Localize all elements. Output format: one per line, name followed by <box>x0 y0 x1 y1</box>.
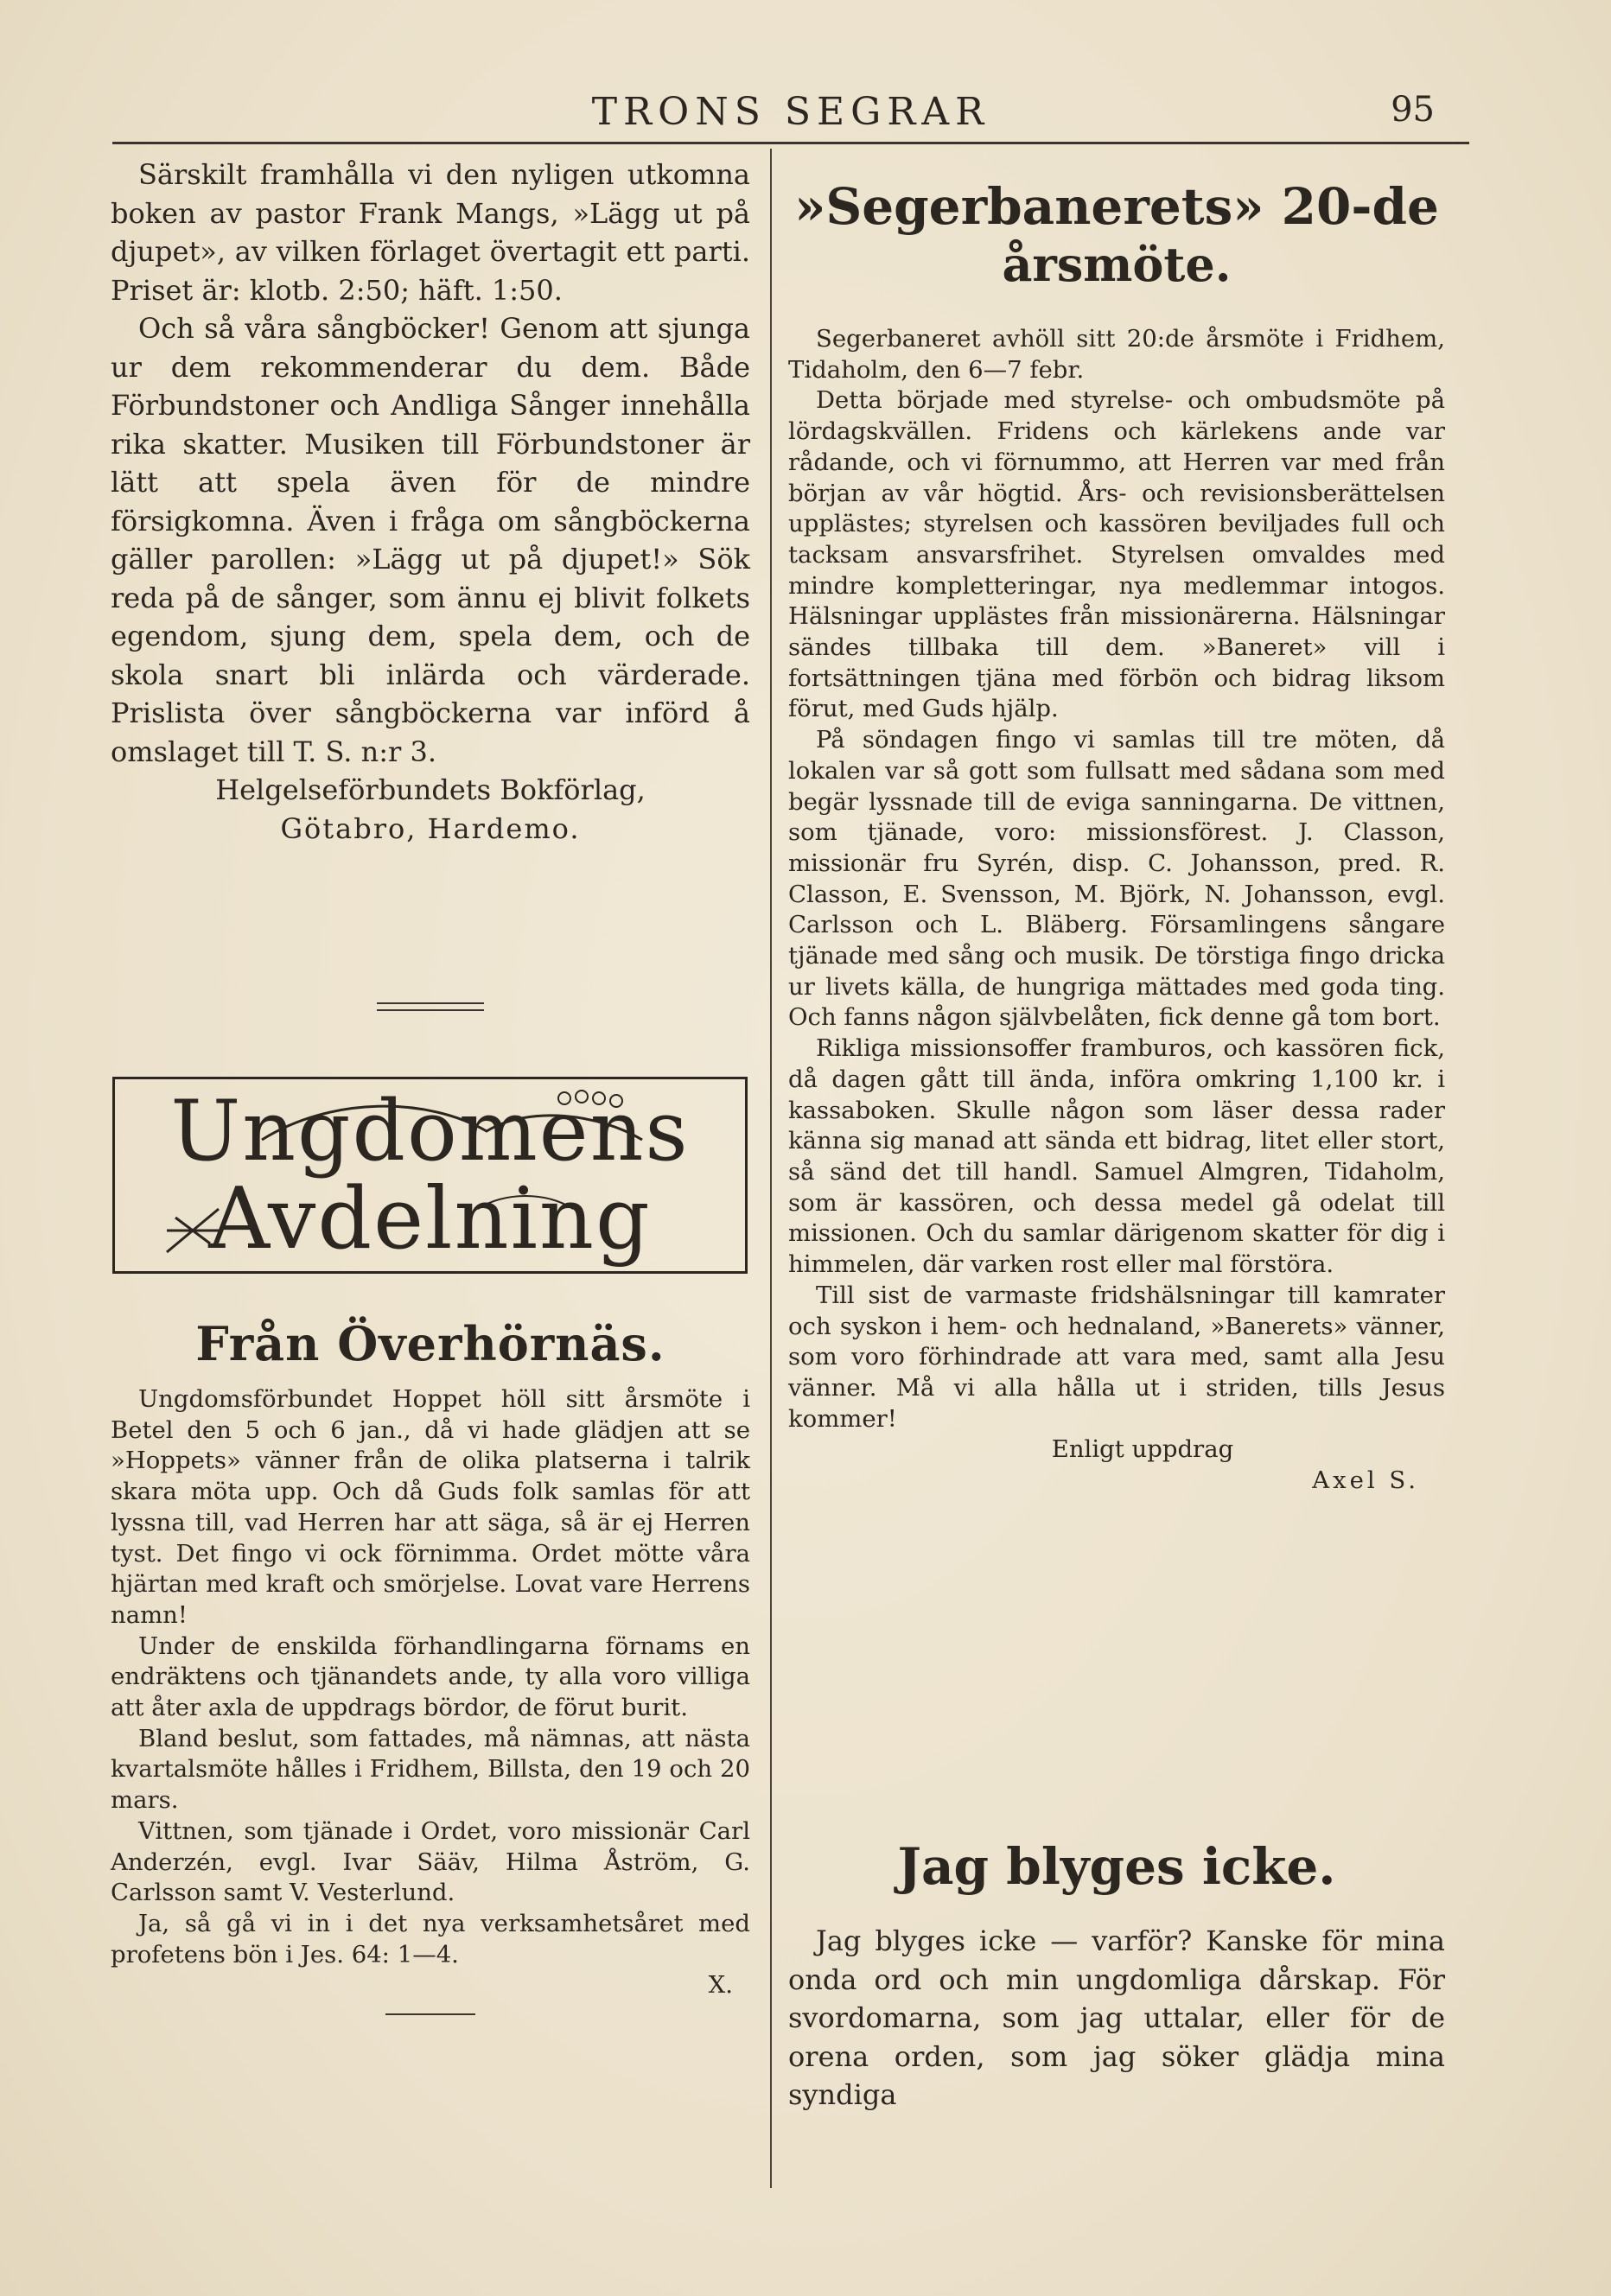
single-rule <box>385 2013 475 2015</box>
article-title-line1: »Segerbanerets» 20-de <box>794 177 1439 236</box>
signature-commission: Enligt uppdrag <box>1051 1435 1234 1464</box>
running-title: TRONS SEGRAR <box>591 90 990 134</box>
article-paragraph: Jag blyges icke — varför? Kanske för mina onda ord och min ungdomliga dårskap. För svordomarna, som jag uttalar, eller för de orena orden, som jag söker glädja mina syndiga <box>788 1924 1445 2111</box>
article-title-line2: årsmöte. <box>1002 237 1232 292</box>
article-paragraph: Ja, så gå vi in i det nya verksamhetsåret med profetens bön i Jes. 64: 1—4. <box>111 1909 750 1968</box>
article-paragraph: Bland beslut, som fattades, må nämnas, att nästa kvartalsmöte hålles i Fridhem, Billsta, den 19 och 20 mars. <box>111 1724 750 1815</box>
banner-title-line2: Avdelning <box>208 1170 652 1269</box>
article-paragraph: Till sist de varmaste fridshälsningar till kamrater och syskon i hem- och hednaland, »Banerets» vänner, som voro förhindrade att vara med, samt alla Jesu vänner. Må vi alla hålla ut i striden, tills Jesus kommer! <box>788 1281 1445 1433</box>
page-number: 95 <box>1391 90 1435 130</box>
notice-signature-place: Götabro, Hardemo. <box>280 811 581 845</box>
double-rule <box>377 1002 484 1011</box>
article-title: Jag blyges icke. <box>897 1837 1336 1896</box>
article-paragraph: På söndagen fingo vi samlas till tre möten, då lokalen var så gott som fullsatt med sådana som med begär lyssnade till de eviga sanningarna. De vittnen, som tjänade, voro: missionsförest. J. Classon, missionär fru Syrén, disp. C. Johansson, pred. R. Classon, E. Svensson, M. Björk, N. Johansson, evgl. Carlsson och L. Bläberg. Församlingens sångare tjänade med sång och musik. De törstiga fingo dricka ur livets källa, de hungriga mättades med goda ting. Och fanns någon självbelåten, fick denne gå tom bort. <box>788 726 1445 1032</box>
article-paragraph: Detta började med styrelse- och ombudsmöte på lördagskvällen. Fridens och kärlekens ande var rådande, och vi förnummo, att Herren var med från början av vår högtid. Års- och revisionsberättelsen upplästes; styrelsen och kassören beviljades full och tacksam ansvarsfrihet. Styrelsen omvaldes med mindre kompletteringar, nya medlemmar intogos. Hälsningar upplästes från missionärerna. Hälsningar sändes tillbaka till dem. »Baneret» vill i fortsättningen tjäna med förbön och bidrag liksom förut, med Guds hjälp. <box>788 386 1445 723</box>
notice-paragraph: Särskilt framhålla vi den nyligen utkomna boken av pastor Frank Mangs, »Lägg ut på djupet», av vilken förlaget övertagit ett parti. Priset är: klotb. 2:50; häft. 1:50. <box>111 158 750 307</box>
article-jag-blyges-icke <box>788 1832 1445 2115</box>
end-separator <box>111 2013 750 2015</box>
notice-paragraph: Och så våra sångböcker! Genom att sjunga ur dem rekommenderar du dem. Både Förbundstoner och Andliga Sånger innehålla rika skatter. Musiken till Förbundstoner är lätt att spela även för de mindre försigkomna. Även i fråga om sångböckerna gäller parollen: »Lägg ut på djupet!» Sök reda på de sånger, som ännu ej blivit folkets egendom, sjung dem, spela dem, och de skola snart bli inlärda och värderade. Prislista över sångböckerna var införd å omslaget till T. S. n:r 3. <box>111 312 750 768</box>
article-paragraph: Segerbaneret avhöll sitt 20:de årsmöte i Fridhem, Tidaholm, den 6—7 febr. <box>788 325 1445 384</box>
article-signature: X. <box>708 1971 733 2000</box>
banner-title-line1: Ungdomens <box>170 1083 690 1180</box>
article-overhornas <box>111 1313 750 2015</box>
article-title: Från Överhörnäs. <box>195 1316 665 1371</box>
article-paragraph: Rikliga missionsoffer framburos, och kassören fick, då dagen gått till ända, införa omkring 1,100 kr. i kassaboken. Skulle någon som läser dessa rader känna sig manad att sända ett bidrag, litet eller stort, så sänd det till handl. Samuel Almgren, Tidaholm, som är kassören, och dessa medel gå odelat till missionen. Och du samlar därigenom skatter för dig i himmelen, där varken rost eller mal förstöra. <box>788 1034 1445 1279</box>
notice-signature-publisher: Helgelseförbundets Bokförlag, <box>215 773 646 806</box>
article-paragraph: Ungdomsförbundet Hoppet höll sitt årsmöte i Betel den 5 och 6 jan., då vi hade glädjen att se »Hoppets» vänner från de olika platserna i talrik skara möta upp. Och då Guds folk samlas för att lyssna till, vad Herren har att säga, så är ej Herren tyst. Det fingo vi ock förnimma. Ordet mötte våra hjärtan med kraft och smörjelse. Lovat vare Herrens namn! <box>111 1385 750 1629</box>
article-paragraph: Under de enskilda förhandlingarna förnams en endräktens och tjänandets ande, ty alla voro villiga att åter axla de uppdrags bördor, de förut burit. <box>111 1631 750 1722</box>
youth-section-banner <box>112 1077 748 1274</box>
header-rule <box>112 142 1469 144</box>
column-divider <box>770 149 772 2188</box>
signature-name: Axel S. <box>1312 1466 1419 1495</box>
bookstore-notice <box>111 156 750 848</box>
page-header <box>112 86 1469 147</box>
article-paragraph: Vittnen, som tjänade i Ordet, voro missionär Carl Anderzén, evgl. Ivar Sääv, Hilma Åström, G. Carlsson samt V. Vesterlund. <box>111 1816 750 1907</box>
article-segerbaneret <box>788 177 1445 1497</box>
section-separator <box>111 1002 750 1011</box>
